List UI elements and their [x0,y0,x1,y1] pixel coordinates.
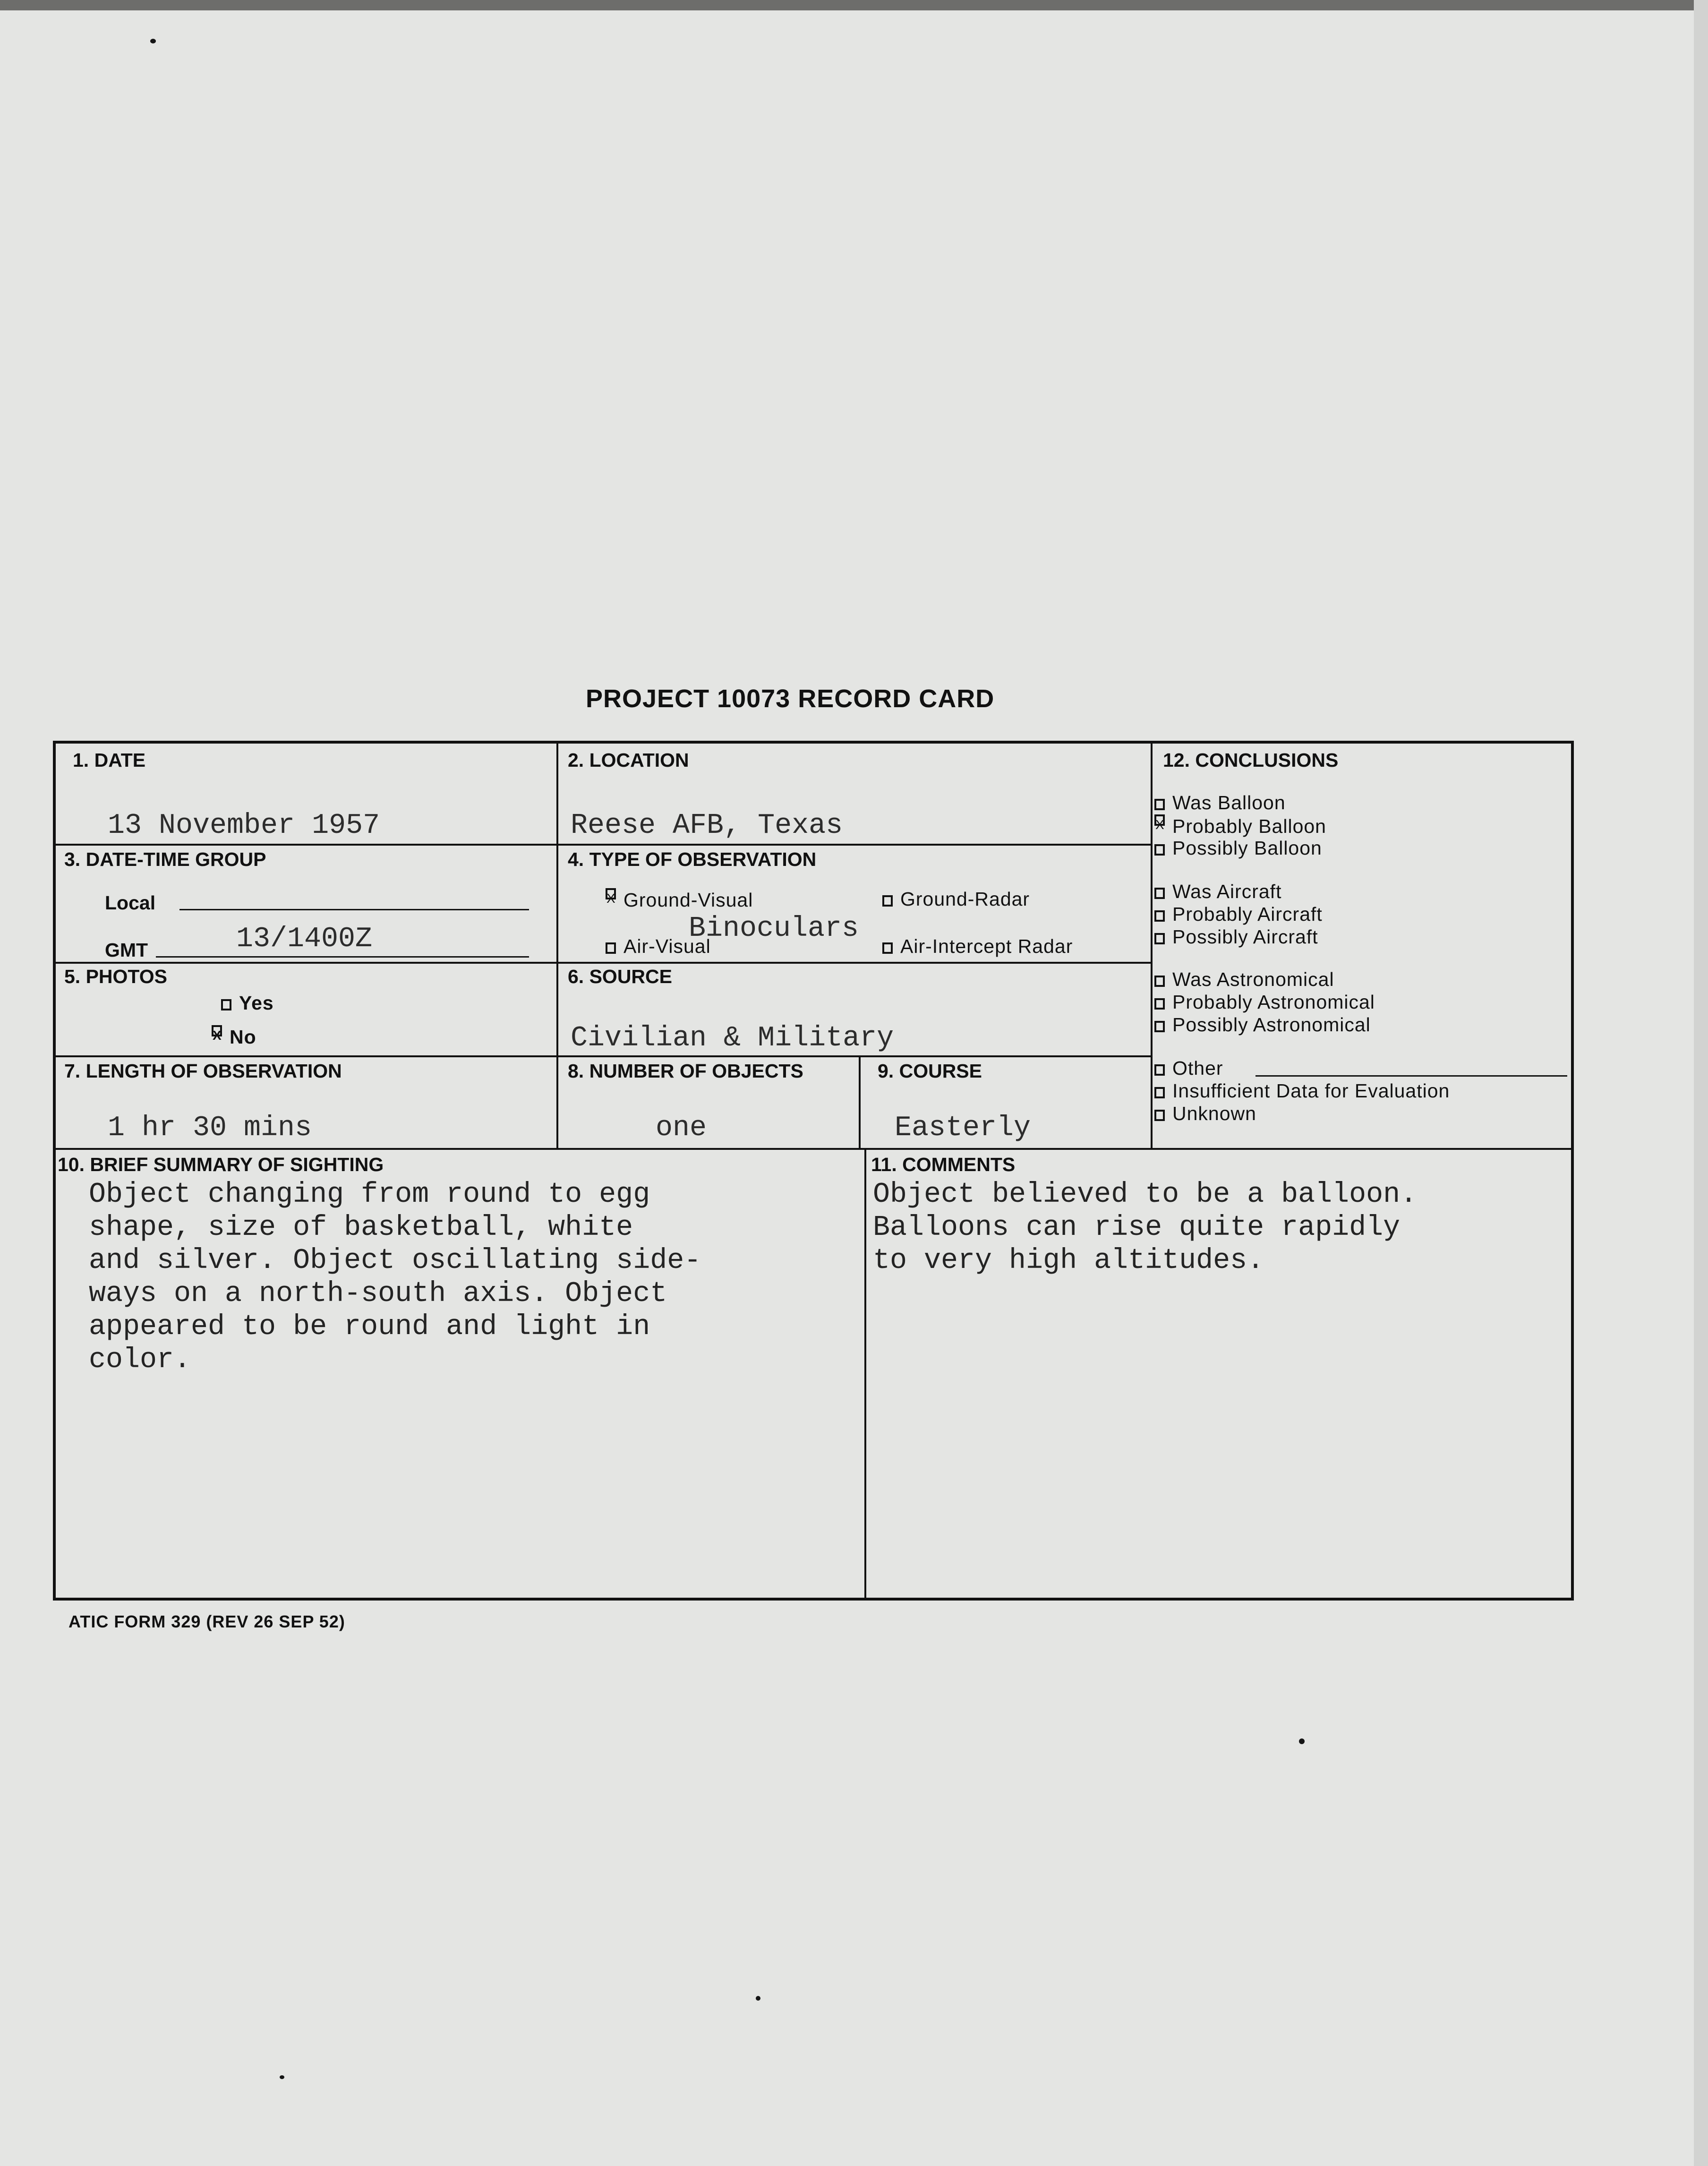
comments-text [873,1178,1417,1277]
conclusion-option[interactable] [1154,1057,1223,1079]
conclusion-label: Possibly Aircraft [1172,926,1318,948]
conclusion-option[interactable] [1154,1080,1450,1102]
ground-visual-checkbox[interactable] [606,888,616,899]
conclusion-option[interactable] [1154,881,1281,903]
conclusion-option[interactable] [1154,792,1286,814]
record-card [53,741,1574,1601]
comments-line: Object believed to be a balloon. [873,1179,1418,1211]
course-label: 9. COURSE [878,1060,982,1082]
date-label: 1. DATE [73,749,146,771]
scan-speck [756,1996,760,2001]
scan-speck [150,39,156,43]
source-value: Civilian & Military [571,1022,894,1054]
summary-line: shape, size of basketball, white [89,1212,633,1244]
type-of-observation-label: 4. TYPE OF OBSERVATION [568,848,817,870]
conclusions-label: 12. CONCLUSIONS [1163,749,1339,771]
conclusion-checkbox[interactable] [1154,933,1165,944]
air-visual-checkbox[interactable] [606,942,616,954]
observation-note: Binoculars [689,913,859,945]
air-intercept-radar-label: Air-Intercept Radar [900,935,1073,957]
conclusion-checkbox[interactable] [1154,799,1165,810]
conclusion-option[interactable] [1154,926,1318,948]
comments-line: Balloons can rise quite rapidly [873,1212,1401,1244]
photos-no-label: No [230,1026,256,1048]
conclusion-option[interactable] [1154,968,1334,991]
row-divider [56,962,1152,964]
length-of-observation-value: 1 hr 30 mins [108,1112,312,1144]
air-intercept-radar-checkbox[interactable] [882,942,893,954]
conclusion-checkbox[interactable] [1154,844,1165,856]
scan-right-edge [1694,0,1708,2166]
conclusion-checkbox[interactable] [1154,1021,1165,1032]
photos-label: 5. PHOTOS [64,966,167,987]
conclusion-checkbox[interactable] [1154,1087,1165,1098]
column-divider [864,1148,866,1598]
conclusion-label: Was Balloon [1172,792,1286,813]
air-visual-label: Air-Visual [623,935,711,957]
conclusion-option[interactable] [1154,814,1326,838]
gmt-underline [156,956,529,958]
summary-label: 10. BRIEF SUMMARY OF SIGHTING [58,1154,384,1175]
ground-radar-option[interactable] [882,888,1030,910]
gmt-label: GMT [105,939,148,961]
location-value: Reese AFB, Texas [571,810,843,842]
conclusion-label: Was Aircraft [1172,881,1282,902]
card-title: PROJECT 10073 RECORD CARD [586,685,995,713]
column-divider [1151,744,1153,1148]
row-divider [56,1148,1574,1150]
conclusion-checkbox[interactable] [1154,888,1165,899]
row-divider [56,844,1152,846]
ground-radar-checkbox[interactable] [882,895,893,907]
summary-line: appeared to be round and light in [89,1311,650,1343]
conclusion-checkbox[interactable] [1154,1064,1165,1076]
conclusion-checkbox[interactable] [1154,1110,1165,1121]
ground-visual-label: Ground-Visual [623,889,753,911]
number-of-objects-value: one [656,1112,707,1144]
scan-speck [1299,1738,1305,1744]
number-of-objects-label: 8. NUMBER OF OBJECTS [568,1060,803,1082]
summary-line: Object changing from round to egg [89,1179,650,1211]
photos-yes-label: Yes [239,992,274,1014]
comments-label: 11. COMMENTS [871,1154,1016,1175]
summary-line: and silver. Object oscillating side- [89,1245,701,1277]
conclusion-label: Unknown [1172,1103,1256,1124]
course-value: Easterly [895,1112,1031,1144]
conclusion-label: Probably Astronomical [1172,991,1375,1013]
conclusion-option[interactable] [1154,903,1323,925]
form-footer: ATIC FORM 329 (REV 26 SEP 52) [68,1612,345,1631]
conclusion-option[interactable] [1154,1103,1256,1125]
summary-line: color. [89,1344,191,1376]
ground-visual-option[interactable] [606,888,753,911]
conclusion-label: Possibly Balloon [1172,837,1322,859]
row-divider [56,1055,1152,1057]
date-time-group-label: 3. DATE-TIME GROUP [64,848,266,870]
comments-line: to very high altitudes. [873,1245,1264,1277]
photos-no-checkbox[interactable] [212,1025,222,1036]
conclusion-label: Insufficient Data for Evaluation [1172,1080,1450,1102]
column-divider [556,744,558,1148]
conclusion-option[interactable] [1154,837,1322,859]
photos-yes-checkbox[interactable] [221,999,231,1010]
summary-text [89,1178,701,1377]
local-time-underline [179,909,529,910]
source-label: 6. SOURCE [568,966,672,987]
conclusion-label: Probably Balloon [1172,815,1326,837]
local-time-label: Local [105,892,156,914]
conclusion-checkbox[interactable] [1154,814,1165,826]
date-value: 13 November 1957 [108,810,380,842]
conclusion-label: Probably Aircraft [1172,903,1323,925]
photos-no-option[interactable] [212,1025,256,1048]
conclusion-checkbox[interactable] [1154,998,1165,1010]
air-intercept-radar-option[interactable] [882,935,1073,958]
other-underline [1255,1075,1567,1077]
gmt-value: 13/1400Z [236,923,373,955]
conclusion-checkbox[interactable] [1154,976,1165,987]
photos-yes-option[interactable] [221,992,274,1014]
column-divider [859,1055,861,1148]
summary-line: ways on a north-south axis. Object [89,1278,667,1310]
air-visual-option[interactable] [606,935,711,958]
length-of-observation-label: 7. LENGTH OF OBSERVATION [64,1060,342,1082]
conclusion-label: Was Astronomical [1172,968,1334,990]
conclusion-label: Possibly Astronomical [1172,1014,1371,1036]
ground-radar-label: Ground-Radar [900,888,1030,910]
conclusion-option[interactable] [1154,1014,1371,1036]
conclusion-label: Other [1172,1057,1223,1079]
location-label: 2. LOCATION [568,749,689,771]
conclusion-checkbox[interactable] [1154,910,1165,922]
conclusion-option[interactable] [1154,991,1375,1013]
scan-top-edge [0,0,1708,10]
scan-speck [280,2075,284,2079]
